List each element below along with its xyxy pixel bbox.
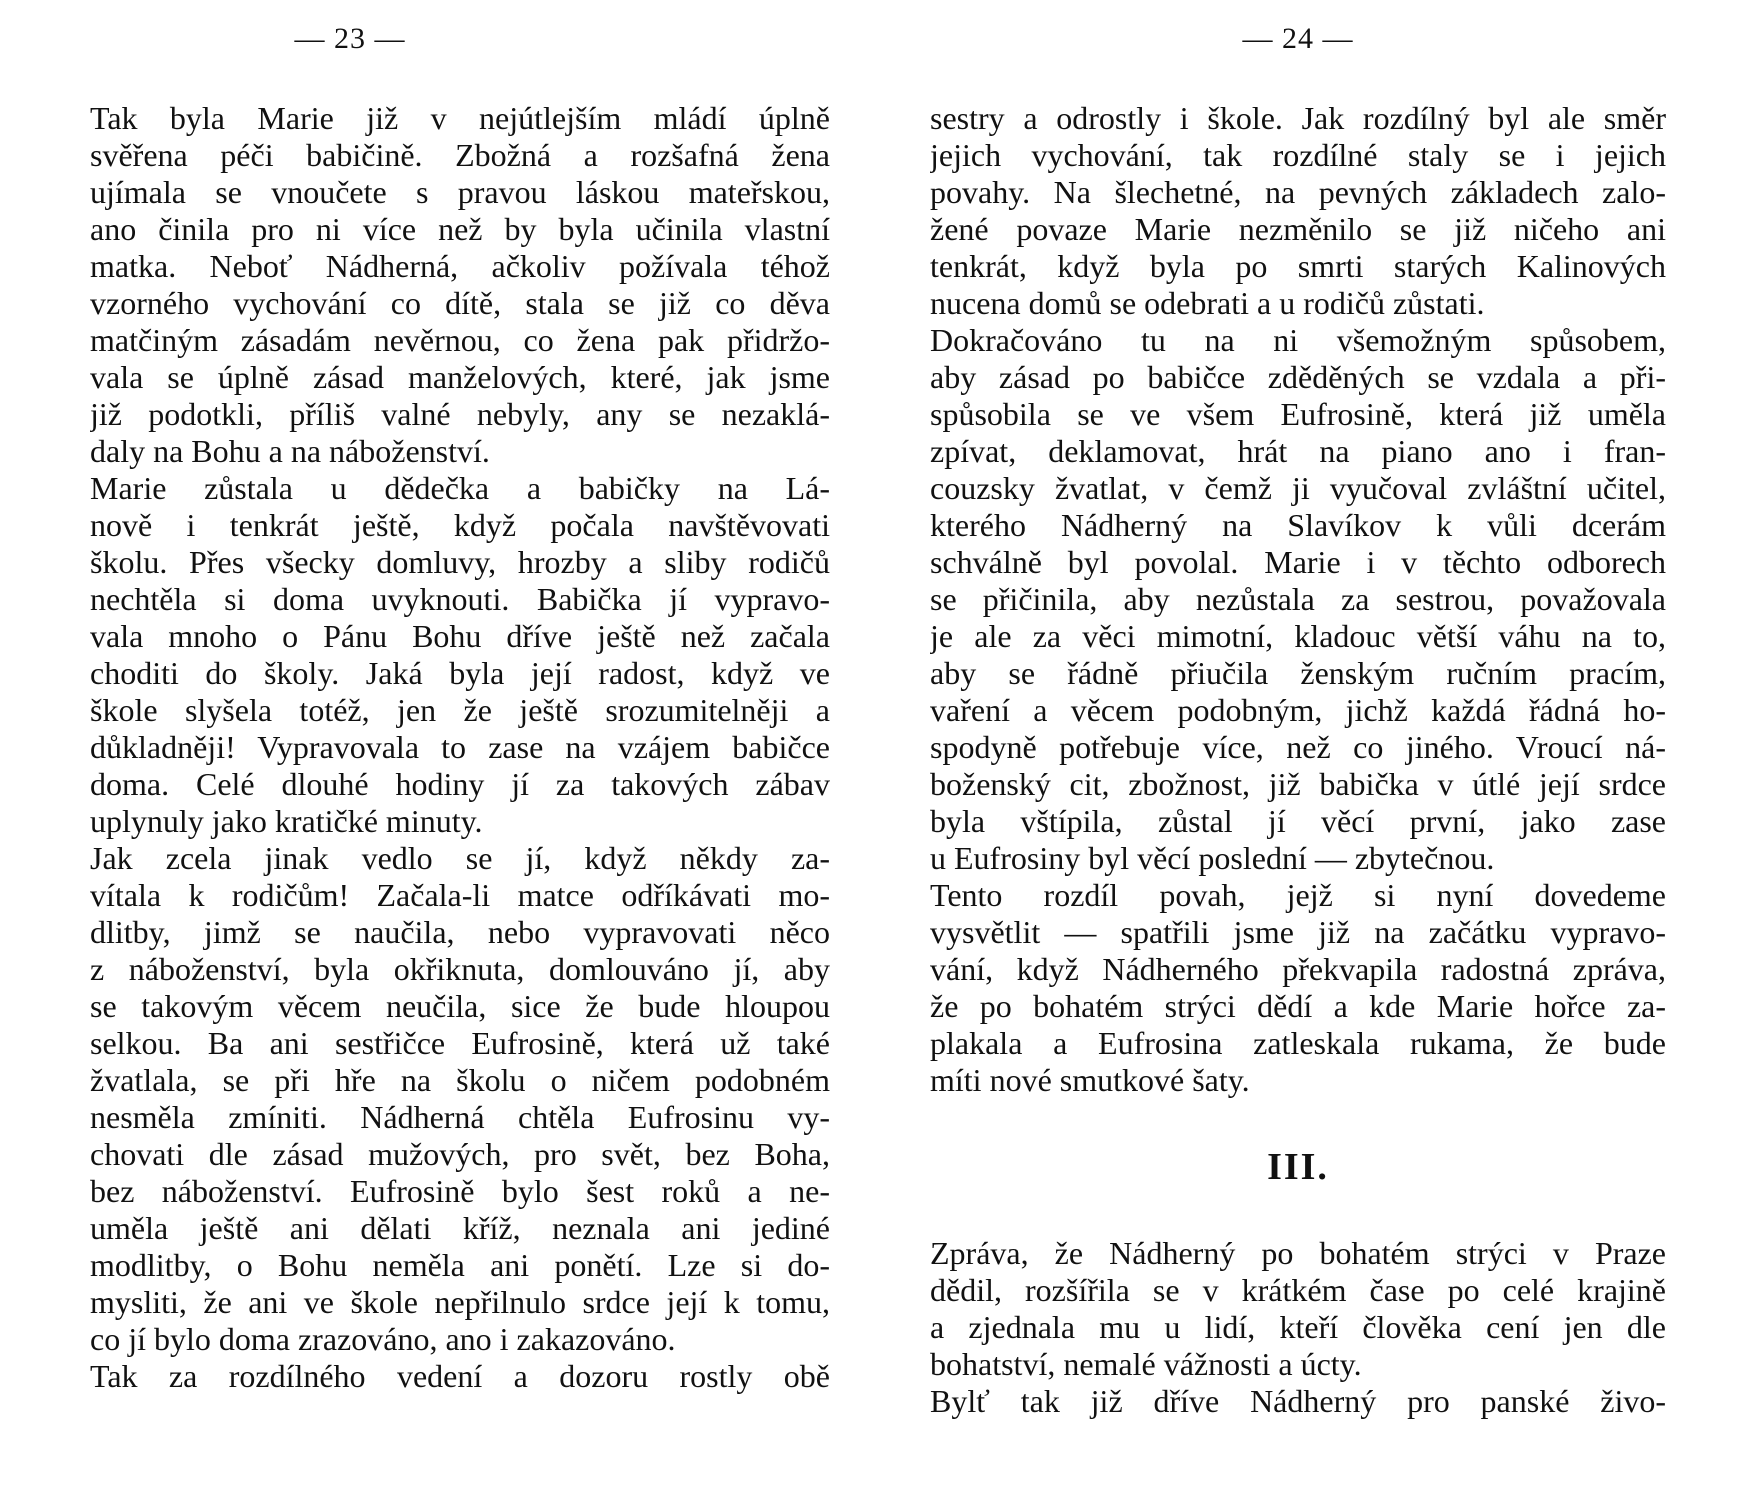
text-line: dědil, rozšířila se v krátkém čase po celé krajině bbox=[930, 1272, 1666, 1308]
text-line: svěřena péči babičině. Zbožná a rozšafná žena bbox=[90, 137, 830, 173]
page-number-left: — 23 — bbox=[294, 22, 406, 55]
text-line: uměla ještě ani dělati kříž, neznala ani jediné bbox=[90, 1210, 830, 1246]
left-page-text bbox=[90, 100, 830, 1395]
text-line: žené povaze Marie nezměnilo se již ničeho ani bbox=[930, 211, 1666, 247]
text-line: Dokračováno tu na ni všemožným spůsobem, bbox=[930, 322, 1666, 358]
text-line: vala mnoho o Pánu Bohu dříve ještě než začala bbox=[90, 618, 830, 654]
text-line: nechtěla si doma uvyknouti. Babička jí vypravo- bbox=[90, 581, 830, 617]
text-line: Tak za rozdílného vedení a dozoru rostly obě bbox=[90, 1358, 830, 1394]
text-line: Zpráva, že Nádherný po bohatém strýci v Praze bbox=[930, 1235, 1666, 1271]
text-line: dlitby, jimž se naučila, nebo vypravovati něco bbox=[90, 914, 830, 950]
text-line: plakala a Eufrosina zatleskala rukama, že bude bbox=[930, 1025, 1666, 1061]
text-line: vala se úplně zásad manželových, které, jak jsme bbox=[90, 359, 830, 395]
text-line: Tak byla Marie již v nejútlejším mládí úplně bbox=[90, 100, 830, 136]
text-line: doma. Celé dlouhé hodiny jí za takových zábav bbox=[90, 766, 830, 802]
text-line: Marie zůstala u dědečka a babičky na Lá- bbox=[90, 470, 830, 506]
text-line: Jak zcela jinak vedlo se jí, když někdy za- bbox=[90, 840, 830, 876]
text-line: bohatství, nemalé vážnosti a úcty. bbox=[930, 1346, 1362, 1382]
text-line: že po bohatém strýci dědí a kde Marie hořce za- bbox=[930, 988, 1666, 1024]
text-line: aby se řádně přiučila ženským ručním pracím, bbox=[930, 655, 1666, 691]
page-number-right: — 24 — bbox=[1242, 22, 1354, 55]
text-line: ano činila pro ni více než by byla učinila vlastní bbox=[90, 211, 830, 247]
text-line: matka. Neboť Nádherná, ačkoliv požívala téhož bbox=[90, 248, 830, 284]
text-line: chovati dle zásad mužových, pro svět, bez Boha, bbox=[90, 1136, 830, 1172]
text-line: již podotkli, příliš valné nebyly, any se nezaklá- bbox=[90, 396, 830, 432]
text-line: míti nové smutkové šaty. bbox=[930, 1062, 1250, 1098]
text-line: couzsky žvatlat, v čemž ji vyučoval zvláštní učitel, bbox=[930, 470, 1666, 506]
right-page-text bbox=[930, 100, 1666, 1420]
text-line: spodyně potřebuje více, než co jiného. Vroucí ná- bbox=[930, 729, 1666, 765]
text-line: bez náboženství. Eufrosině bylo šest roků a ne- bbox=[90, 1173, 830, 1209]
text-line: selkou. Ba ani sestřičce Eufrosině, která už také bbox=[90, 1025, 830, 1061]
text-line: sestry a odrostly i škole. Jak rozdílný byl ale směr bbox=[930, 100, 1666, 136]
text-line: a zjednala mu u lidí, kteří člověka cení jen dle bbox=[930, 1309, 1666, 1345]
text-line: vysvětlit — spatřili jsme již na začátku vypravo- bbox=[930, 914, 1666, 950]
text-line: uplynuly jako kratičké minuty. bbox=[90, 803, 483, 839]
text-line: vzorného vychování co dítě, stala se již co děva bbox=[90, 285, 830, 321]
text-line: matčiným zásadám nevěrnou, co žena pak přidržo- bbox=[90, 322, 830, 358]
text-line: škole slyšela totéž, jen že ještě srozumitelněji a bbox=[90, 692, 830, 728]
text-line: vání, když Nádherného překvapila radostná zpráva, bbox=[930, 951, 1666, 987]
text-line: Tento rozdíl povah, jejž si nyní dovedeme bbox=[930, 877, 1666, 913]
text-line: z náboženství, byla okřiknuta, domlouváno jí, aby bbox=[90, 951, 830, 987]
text-line: schválně byl povolal. Marie i v těchto odborech bbox=[930, 544, 1666, 580]
text-line: byla vštípila, zůstal jí věcí první, jako zase bbox=[930, 803, 1666, 839]
text-line: je ale za věci mimotní, kladouc větší váhu na to, bbox=[930, 618, 1666, 654]
text-line: boženský cit, zbožnost, již babička v útlé její srdce bbox=[930, 766, 1666, 802]
text-line: aby zásad po babičce zděděných se vzdala a při- bbox=[930, 359, 1666, 395]
text-line: daly na Bohu a na náboženství. bbox=[90, 433, 490, 469]
text-line: tenkrát, když byla po smrti starých Kalinových bbox=[930, 248, 1666, 284]
text-line: co jí bylo doma zrazováno, ano i zakazováno. bbox=[90, 1321, 676, 1357]
text-line: důkladněji! Vypravovala to zase na vzájem babičce bbox=[90, 729, 830, 765]
text-line: školu. Přes všecky domluvy, hrozby a sliby rodičů bbox=[90, 544, 830, 580]
text-line: Bylť tak již dříve Nádherný pro panské živo- bbox=[930, 1383, 1666, 1419]
text-line: vaření a věcem podobným, jichž každá řádná ho- bbox=[930, 692, 1666, 728]
text-line: povahy. Na šlechetné, na pevných základech zalo- bbox=[930, 174, 1666, 210]
text-line: nesměla zmíniti. Nádherná chtěla Eufrosinu vy- bbox=[90, 1099, 830, 1135]
text-line: spůsobila se ve všem Eufrosině, která již uměla bbox=[930, 396, 1666, 432]
right-page bbox=[930, 0, 1666, 1500]
text-line: ujímala se vnoučete s pravou láskou mateřskou, bbox=[90, 174, 830, 210]
text-line: se přičinila, aby nezůstala za sestrou, považovala bbox=[930, 581, 1666, 617]
text-line: kterého Nádherný na Slavíkov k vůli dcerám bbox=[930, 507, 1666, 543]
text-line: mysliti, že ani ve škole nepřilnulo srdce její k tomu, bbox=[90, 1284, 830, 1320]
chapter-heading: III. bbox=[1267, 1146, 1329, 1188]
text-line: choditi do školy. Jaká byla její radost, když ve bbox=[90, 655, 830, 691]
text-line: se takovým věcem neučila, sice že bude hloupou bbox=[90, 988, 830, 1024]
text-line: modlitby, o Bohu neměla ani ponětí. Lze si do- bbox=[90, 1247, 830, 1283]
text-line: u Eufrosiny byl věcí poslední — zbytečnou. bbox=[930, 840, 1495, 876]
text-line: nucena domů se odebrati a u rodičů zůstati. bbox=[930, 285, 1485, 321]
text-line: vítala k rodičům! Začala-li matce odříkávati mo- bbox=[90, 877, 830, 913]
text-line: žvatlala, se při hře na školu o ničem podobném bbox=[90, 1062, 830, 1098]
text-line: jejich vychování, tak rozdílné staly se i jejich bbox=[930, 137, 1666, 173]
left-page bbox=[90, 0, 830, 1500]
text-line: zpívat, deklamovat, hrát na piano ano i fran- bbox=[930, 433, 1666, 469]
text-line: nově i tenkrát ještě, když počala navštěvovati bbox=[90, 507, 830, 543]
